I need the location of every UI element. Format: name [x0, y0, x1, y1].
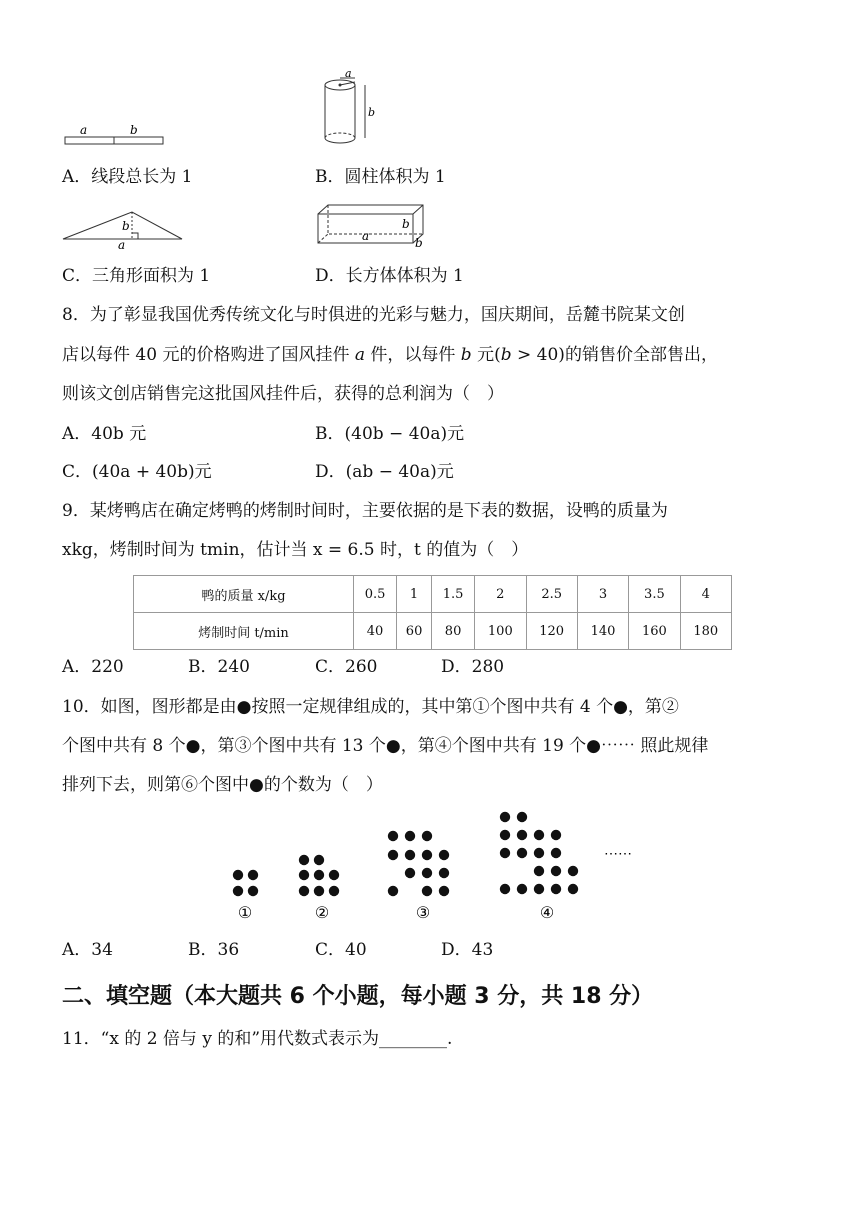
q8-text: 件，以每件: [364, 345, 461, 365]
cylinder-figure: [310, 70, 380, 150]
dot-fig3-2: [405, 831, 415, 841]
cuboid-label-a: a: [362, 229, 370, 243]
dot-fig2-5: [329, 870, 339, 880]
dot-fig4-18: [568, 884, 578, 894]
dot-fig4-11: [534, 866, 544, 876]
dot-fig1-3: [233, 886, 243, 896]
option-text: 280: [471, 657, 505, 677]
q7-option-d[interactable]: D．长方体体积为 1: [315, 266, 464, 286]
option-text: 34: [91, 940, 113, 960]
duck-roasting-table: [133, 575, 732, 650]
dot-fig4-5: [534, 830, 544, 840]
option-text: 260: [345, 657, 378, 677]
option-text: (40a + 40b)元: [92, 462, 212, 482]
option-letter: D: [441, 657, 455, 677]
dot-fig3-3: [422, 831, 432, 841]
dot-fig4-1: [500, 812, 510, 822]
table-cell: 160: [629, 613, 680, 650]
dot-fig1-2: [248, 870, 258, 880]
figure-label-4: ④: [539, 903, 555, 922]
option-text: (ab − 40a)元: [345, 462, 454, 482]
option-text: 三角形面积为 1: [92, 266, 211, 286]
option-letter: A: [62, 940, 75, 960]
q8-option-d[interactable]: D．(ab − 40a)元: [315, 462, 454, 482]
q10-line-2: 个图中共有 8 个●，第③个图中共有 13 个●，第④个图中共有 19 个●⋯⋯ 照此规律: [62, 736, 709, 756]
option-text: 圆柱体积为 1: [344, 167, 446, 187]
option-letter: B: [188, 657, 201, 677]
dot-fig3-8: [405, 868, 415, 878]
option-letter: D: [315, 462, 329, 482]
dot-fig4-2: [517, 812, 527, 822]
q9-option-a[interactable]: A．220: [62, 657, 124, 677]
table-cell: 80: [432, 613, 475, 650]
table-cell: 2: [475, 576, 526, 613]
section-heading: 二、填空题（本大题共 6 个小题，每小题 3 分，共 18 分）: [62, 984, 654, 1009]
cylinder-label-b: b: [368, 106, 376, 119]
q10-option-c[interactable]: C．40: [315, 940, 367, 960]
dot-fig3-11: [388, 886, 398, 896]
dot-fig3-9: [422, 868, 432, 878]
triangle-label-a: a: [118, 238, 126, 250]
q10-line-1: 10．如图，图形都是由●按照一定规律组成的，其中第①个图中共有 4 个●，第②: [62, 697, 679, 717]
dot-fig4-15: [517, 884, 527, 894]
dot-fig2-7: [314, 886, 324, 896]
option-text: 220: [91, 657, 124, 677]
q11-text: 11．“x 的 2 倍与 y 的和”用代数式表示为________.: [62, 1029, 453, 1049]
q8-line-1: 8．为了彰显我国优秀传统文化与时俱进的光彩与魅力，国庆期间，岳麓书院某文创: [62, 305, 685, 325]
option-letter: B: [188, 940, 201, 960]
dot-fig3-7: [439, 850, 449, 860]
dot-fig2-2: [314, 855, 324, 865]
dot-fig1-1: [233, 870, 243, 880]
dot-fig4-16: [534, 884, 544, 894]
table-cell: 4: [680, 576, 731, 613]
dot-fig3-5: [405, 850, 415, 860]
option-letter: A: [62, 657, 75, 677]
q8-option-c[interactable]: C．(40a + 40b)元: [62, 462, 212, 482]
triangle-figure: [60, 205, 185, 250]
option-text: 40b 元: [91, 424, 147, 444]
dot-fig3-13: [439, 886, 449, 896]
dot-fig2-4: [314, 870, 324, 880]
option-text: 43: [471, 940, 494, 960]
cuboid-figure: [310, 200, 430, 250]
dot-fig4-13: [568, 866, 578, 876]
dot-fig4-6: [551, 830, 561, 840]
option-letter: B: [315, 424, 328, 444]
dot-fig4-12: [551, 866, 561, 876]
dot-fig3-6: [422, 850, 432, 860]
option-letter: C: [62, 462, 76, 482]
q10-line-3: 排列下去，则第⑥个图中●的个数为（ ）: [62, 775, 383, 795]
dot-fig2-8: [329, 886, 339, 896]
option-text: 线段总长为 1: [91, 167, 193, 187]
q9-option-c[interactable]: C．260: [315, 657, 378, 677]
option-text: (40b − 40a)元: [344, 424, 465, 444]
triangle-label-b: b: [122, 219, 130, 233]
table-row: [134, 613, 732, 650]
table-cell: 60: [397, 613, 432, 650]
q10-option-b[interactable]: B．36: [188, 940, 240, 960]
cuboid-label-b2: b: [415, 236, 423, 250]
q7-option-a[interactable]: A．线段总长为 1: [62, 167, 193, 187]
table-cell: 1: [397, 576, 432, 613]
table-row: [134, 576, 732, 613]
table-cell: 2.5: [526, 576, 577, 613]
option-letter: C: [62, 266, 76, 286]
dot-fig4-9: [534, 848, 544, 858]
table-cell: 100: [475, 613, 526, 650]
dot-fig4-7: [500, 848, 510, 858]
option-letter: D: [441, 940, 455, 960]
figure-label-1: ①: [237, 903, 253, 922]
dot-pattern-figure: [0, 800, 860, 930]
option-letter: B: [315, 167, 328, 187]
option-letter: D: [315, 266, 329, 286]
option-letter: A: [62, 167, 75, 187]
q8-option-a[interactable]: A．40b 元: [62, 424, 147, 444]
dot-fig2-6: [299, 886, 309, 896]
table-cell: 0.5: [354, 576, 397, 613]
table-cell: 1.5: [432, 576, 475, 613]
q8-line-2: [62, 344, 718, 366]
dot-fig4-4: [517, 830, 527, 840]
dot-fig4-10: [551, 848, 561, 858]
dot-fig3-10: [439, 868, 449, 878]
dot-fig2-1: [299, 855, 309, 865]
option-text: 36: [217, 940, 240, 960]
option-text: 240: [217, 657, 250, 677]
q8-var: b: [500, 345, 512, 365]
dot-fig3-1: [388, 831, 398, 841]
q10-option-d[interactable]: D．43: [441, 940, 494, 960]
q8-text: 元(: [471, 345, 501, 365]
q10-option-a[interactable]: A．34: [62, 940, 113, 960]
cylinder-label-a: a: [345, 70, 352, 80]
dot-fig4-3: [500, 830, 510, 840]
table-cell: 40: [354, 613, 397, 650]
table-cell: 120: [526, 613, 577, 650]
table-cell: 3.5: [629, 576, 680, 613]
q8-text: 店以每件 40 元的价格购进了国风挂件: [62, 345, 355, 365]
q8-option-b[interactable]: B．(40b − 40a)元: [315, 424, 465, 444]
table-cell: 3: [577, 576, 628, 613]
option-letter: C: [315, 940, 329, 960]
option-letter: C: [315, 657, 329, 677]
q9-line-1: 9．某烤鸭店在确定烤鸭的烤制时间时，主要依据的是下表的数据，设鸭的质量为: [62, 501, 668, 521]
figure-label-2: ②: [314, 903, 330, 922]
dot-fig4-8: [517, 848, 527, 858]
q9-line-2: xkg，烤制时间为 tmin，估计当 x = 6.5 时，t 的值为（ ）: [62, 540, 529, 560]
dot-fig3-4: [388, 850, 398, 860]
figure-label-3: ③: [415, 903, 431, 922]
dot-fig2-3: [299, 870, 309, 880]
q8-var: b: [460, 345, 472, 365]
option-letter: A: [62, 424, 75, 444]
option-text: 40: [345, 940, 367, 960]
q8-line-3: 则该文创店销售完这批国风挂件后，获得的总利润为（ ）: [62, 384, 504, 404]
cuboid-label-b1: b: [402, 217, 410, 231]
segment-label-a: a: [80, 123, 88, 137]
q8-var: a: [354, 345, 365, 365]
q7-option-c[interactable]: C．三角形面积为 1: [62, 266, 211, 286]
pattern-ellipsis: ⋯⋯: [604, 846, 632, 862]
q8-text: > 40)的销售价全部售出，: [511, 345, 718, 365]
dot-fig4-17: [551, 884, 561, 894]
dot-fig4-14: [500, 884, 510, 894]
segment-label-b: b: [130, 123, 138, 137]
segment-figure: [60, 122, 170, 152]
option-text: 长方体体积为 1: [345, 266, 464, 286]
q9-option-d[interactable]: D．280: [441, 657, 505, 677]
dot-fig3-12: [422, 886, 432, 896]
q7-option-b[interactable]: B．圆柱体积为 1: [315, 167, 446, 187]
table-header-cell: 烤制时间 t/min: [134, 613, 354, 650]
table-header-cell: 鸭的质量 x/kg: [134, 576, 354, 613]
table-cell: 180: [680, 613, 731, 650]
dot-fig1-4: [248, 886, 258, 896]
q9-option-b[interactable]: B．240: [188, 657, 250, 677]
table-cell: 140: [577, 613, 628, 650]
